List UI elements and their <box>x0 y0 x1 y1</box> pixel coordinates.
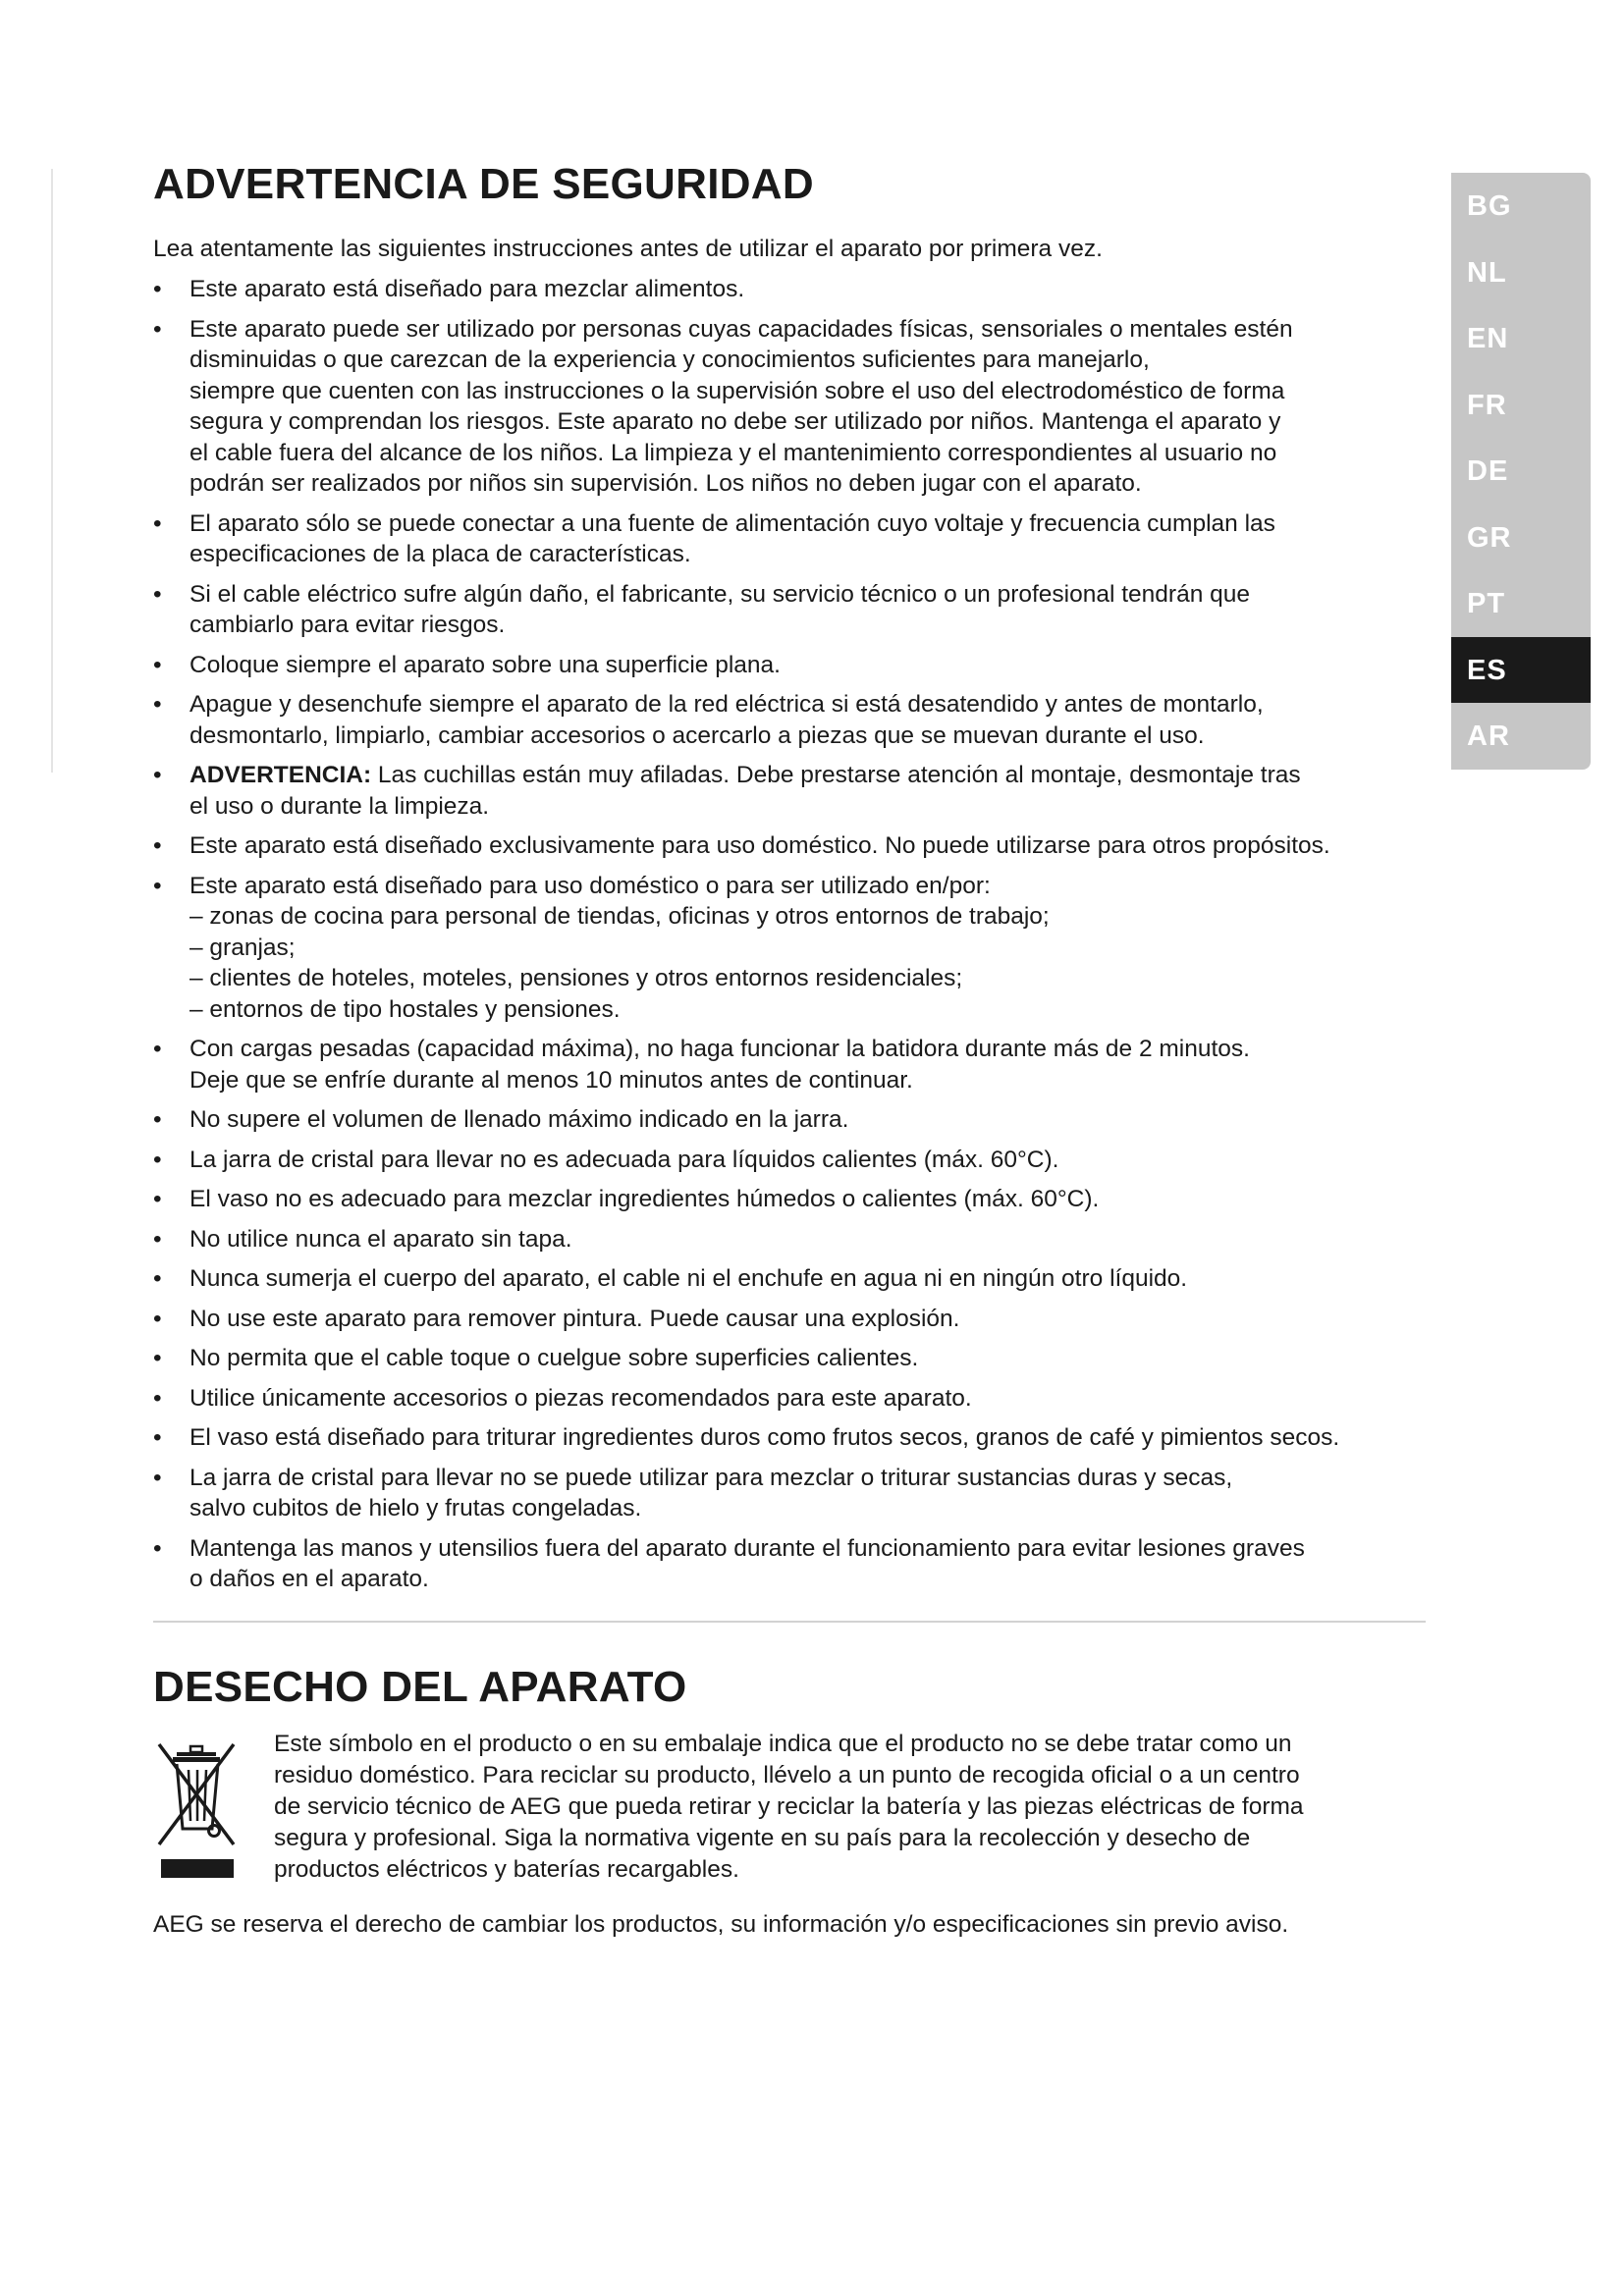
disposal-line: de servicio técnico de AEG que pueda retirar y reciclar la batería y las piezas eléctricas de forma <box>274 1792 1304 1820</box>
safety-list <box>153 274 1420 1595</box>
safety-item-line: Este aparato está diseñado exclusivamente para uso doméstico. No puede utilizarse para otros propósitos. <box>189 832 1330 859</box>
safety-item-line: el uso o durante la limpieza. <box>189 792 490 820</box>
safety-item <box>153 579 1420 641</box>
safety-item <box>153 274 1420 305</box>
safety-item-line: Coloque siempre el aparato sobre una superficie plana. <box>189 651 781 678</box>
page-content <box>153 157 1420 1963</box>
disposal-line: segura y profesional. Siga la normativa vigente en su país para la recolección y desecho de <box>274 1824 1251 1851</box>
safety-item-line: Con cargas pesadas (capacidad máxima), no haga funcionar la batidora durante más de 2 minutos. <box>189 1036 1250 1062</box>
safety-item-line: El vaso está diseñado para triturar ingredientes duros como frutos secos, granos de café y pimientos secos. <box>189 1424 1340 1451</box>
safety-item-line: La jarra de cristal para llevar no es adecuada para líquidos calientes (máx. 60°C). <box>189 1146 1059 1173</box>
warning-text: Las cuchillas están muy afiladas. Debe prestarse atención al montaje, desmontaje tras <box>371 762 1301 788</box>
safety-item-line: No supere el volumen de llenado máximo indicado en la jarra. <box>189 1106 849 1133</box>
safety-item-line <box>189 760 1420 791</box>
safety-item-line: cambiarlo para evitar riesgos. <box>189 612 506 638</box>
safety-item <box>153 1463 1420 1524</box>
bullet-icon: • <box>153 1186 162 1212</box>
safety-item-line: – granjas; <box>189 934 296 961</box>
bullet-icon: • <box>153 872 162 899</box>
bullet-icon: • <box>153 1265 162 1292</box>
safety-item-line: salvo cubitos de hielo y frutas congeladas. <box>189 1495 642 1522</box>
safety-item-line: el cable fuera del alcance de los niños. La limpieza y el mantenimiento correspondientes al usuario no <box>189 439 1277 466</box>
safety-item <box>153 1224 1420 1255</box>
disposal-line: residuo doméstico. Para reciclar su producto, llévelo a un punto de recogida oficial o a un centro <box>274 1761 1300 1789</box>
safety-item-line: La jarra de cristal para llevar no se puede utilizar para mezclar o triturar sustancias duras y secas, <box>189 1464 1233 1491</box>
safety-intro: Lea atentamente las siguientes instrucciones antes de utilizar el aparato por primera vez. <box>153 236 1103 262</box>
language-tab-pt[interactable]: PT <box>1451 570 1591 637</box>
safety-item-line: desmontarlo, limpiarlo, cambiar accesorios o acercarlo a piezas que se muevan durante el uso. <box>189 721 1205 749</box>
disposal-line: productos eléctricos y baterías recargables. <box>274 1855 739 1883</box>
disposal-line: Este símbolo en el producto o en su embalaje indica que el producto no se debe tratar como un <box>274 1730 1292 1757</box>
safety-item-line: El vaso no es adecuado para mezclar ingredientes húmedos o calientes (máx. 60°C). <box>189 1186 1100 1212</box>
safety-item-line: podrán ser realizados por niños sin supervisión. Los niños no deben jugar con el aparato. <box>189 470 1142 497</box>
safety-item <box>153 314 1420 500</box>
safety-item-line: No use este aparato para remover pintura. Puede causar una explosión. <box>189 1305 960 1332</box>
bullet-icon: • <box>153 1036 162 1062</box>
safety-item-line: No permita que el cable toque o cuelgue sobre superficies calientes. <box>189 1345 919 1371</box>
safety-item-line: Este aparato está diseñado para mezclar alimentos. <box>189 276 745 302</box>
language-tab-de[interactable]: DE <box>1451 438 1591 505</box>
bullet-icon: • <box>153 1384 162 1412</box>
safety-item-line: disminuidas o que carezcan de la experiencia y conocimientos suficientes para manejarlo, <box>189 347 1150 373</box>
weee-crossed-bin-icon <box>153 1735 240 1882</box>
bullet-icon: • <box>153 651 162 678</box>
bullet-icon: • <box>153 691 162 718</box>
safety-item-line: segura y comprendan los riesgos. Este aparato no debe ser utilizado por niños. Mantenga el aparato y <box>189 408 1281 435</box>
safety-item-line: – entornos de tipo hostales y pensiones. <box>189 995 621 1023</box>
safety-item-line: Mantenga las manos y utensilios fuera del aparato durante el funcionamiento para evitar lesiones graves <box>189 1534 1305 1562</box>
safety-item-line: especificaciones de la placa de características. <box>189 541 691 567</box>
bullet-icon: • <box>153 762 162 788</box>
safety-item-line: o daños en el aparato. <box>189 1566 429 1592</box>
safety-item-line: Apague y desenchufe siempre el aparato de la red eléctrica si está desatendido y antes de montarlo, <box>189 691 1264 718</box>
bullet-icon: • <box>153 1225 162 1253</box>
safety-item <box>153 1263 1420 1295</box>
disposal-text <box>274 1729 1304 1886</box>
section-divider <box>153 1621 1426 1623</box>
bullet-icon: • <box>153 1305 162 1332</box>
safety-item-line: Este aparato está diseñado para uso doméstico o para ser utilizado en/por: <box>189 872 991 899</box>
bullet-icon: • <box>153 832 162 859</box>
safety-item <box>153 508 1420 570</box>
safety-item-line: El aparato sólo se puede conectar a una fuente de alimentación cuyo voltaje y frecuencia cumplan las <box>189 509 1275 537</box>
bullet-icon: • <box>153 1424 162 1451</box>
language-tab-ar[interactable]: AR <box>1451 703 1591 770</box>
bullet-icon: • <box>153 509 162 537</box>
bullet-icon: • <box>153 1106 162 1133</box>
safety-item <box>153 1533 1420 1595</box>
safety-item-line: Si el cable eléctrico sufre algún daño, el fabricante, su servicio técnico o un profesional tendrán que <box>189 580 1251 608</box>
safety-item <box>153 1422 1420 1454</box>
margin-rule <box>51 169 53 773</box>
bullet-icon: • <box>153 1146 162 1173</box>
warning-label: ADVERTENCIA: <box>189 762 372 788</box>
bullet-icon: • <box>153 580 162 608</box>
bullet-icon: • <box>153 1345 162 1371</box>
safety-item-line: No utilice nunca el aparato sin tapa. <box>189 1225 572 1253</box>
safety-item <box>153 1383 1420 1415</box>
disposal-block <box>153 1730 1420 1886</box>
safety-item-line: Nunca sumerja el cuerpo del aparato, el cable ni el enchufe en agua ni en ningún otro líquido. <box>189 1265 1188 1292</box>
safety-item-line: siempre que cuenten con las instrucciones o la supervisión sobre el uso del electrodoméstico de forma <box>189 377 1285 404</box>
safety-item <box>153 1304 1420 1335</box>
safety-item-line: Utilice únicamente accesorios o piezas recomendados para este aparato. <box>189 1384 972 1412</box>
bullet-icon: • <box>153 276 162 302</box>
safety-item <box>153 650 1420 681</box>
safety-item-line: Este aparato puede ser utilizado por personas cuyas capacidades físicas, sensoriales o mentales estén <box>189 315 1293 343</box>
language-tab-gr[interactable]: GR <box>1451 505 1591 571</box>
safety-item <box>153 689 1420 751</box>
language-tab-nl[interactable]: NL <box>1451 240 1591 306</box>
language-tab-en[interactable]: EN <box>1451 305 1591 372</box>
disposal-title: DESECHO DEL APARATO <box>153 1662 687 1711</box>
safety-item <box>153 1145 1420 1176</box>
language-tabs <box>1451 173 1591 770</box>
language-tab-bg[interactable]: BG <box>1451 173 1591 240</box>
disclaimer-note: AEG se reserva el derecho de cambiar los productos, su información y/o especificaciones sin previo aviso. <box>153 1910 1289 1938</box>
safety-item <box>153 1034 1420 1095</box>
safety-item-line: – clientes de hoteles, moteles, pensiones y otros entornos residenciales; <box>189 965 963 991</box>
language-tab-es[interactable]: ES <box>1451 637 1591 704</box>
bullet-icon: • <box>153 1464 162 1491</box>
safety-item-line: Deje que se enfríe durante al menos 10 minutos antes de continuar. <box>189 1066 913 1094</box>
safety-item <box>153 871 1420 1026</box>
safety-item <box>153 1184 1420 1215</box>
safety-title: ADVERTENCIA DE SEGURIDAD <box>153 160 814 208</box>
safety-item <box>153 760 1420 822</box>
bullet-icon: • <box>153 315 162 343</box>
safety-item <box>153 1343 1420 1374</box>
language-tab-fr[interactable]: FR <box>1451 372 1591 439</box>
safety-item <box>153 830 1420 862</box>
safety-item <box>153 1104 1420 1136</box>
safety-item-line: – zonas de cocina para personal de tiendas, oficinas y otros entornos de trabajo; <box>189 903 1050 930</box>
bullet-icon: • <box>153 1534 162 1562</box>
